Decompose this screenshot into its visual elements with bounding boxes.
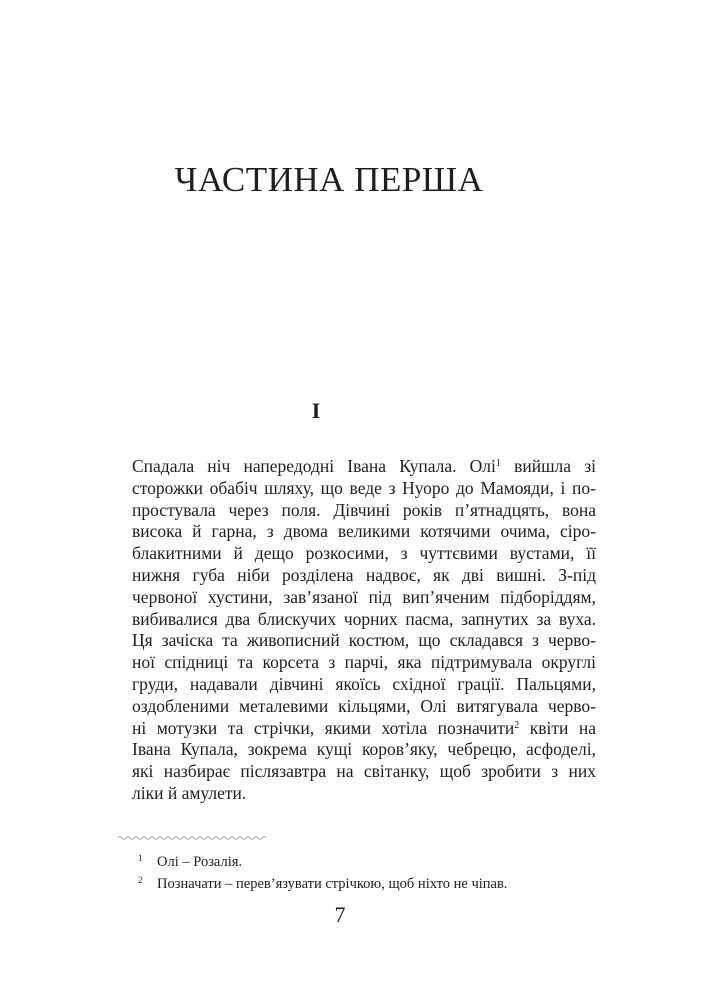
text-line [132,478,596,500]
footnote [138,849,242,871]
footnote-reference: 2 [514,719,520,731]
text-segment: вибивалися два блискучих чорних пасма, запнутих за вуха. [132,608,596,629]
footnote-number: 2 [138,875,143,885]
text-line [132,543,596,565]
text-segment: сторожки обабіч шляху, що веде з Нуоро до Мамояди, і по- [132,477,596,498]
text-segment: червоної хустини, зав’язаної під вип’яченим підборіддям, [132,586,596,607]
text-line [132,456,596,478]
text-line [132,696,596,718]
text-line [132,652,596,674]
text-segment: оздобленими металевими кільцями, Олі витягувала черво- [132,695,596,716]
footnote-number: 1 [138,853,143,863]
page-number: 7 [334,902,346,927]
text-segment: які назбирає післязавтра на світанку, щоб зробити з них [132,761,596,782]
footnote [138,871,507,893]
footnote-text: Олі – Розалія. [157,854,243,870]
text-segment: ліки й амулети. [132,782,247,803]
text-segment: ні мотузки та стрічки, якими хотіла позначити [132,717,515,738]
text-line [132,783,596,805]
text-segment: висока й гарна, з двома великими котячими очима, сіро- [132,521,596,542]
part-title: ЧАСТИНА ПЕРША [174,160,484,199]
text-segment: нижня губа ніби розділена надвоє, як дві вишні. З-під [132,564,596,585]
body-paragraph [132,456,596,805]
text-line [132,500,596,522]
text-segment: вийшла зі [500,456,596,476]
text-line [132,565,596,587]
footnote-separator [118,834,266,842]
text-segment: блакитними й дещо розкосими, з чуттєвими вустами, її [132,543,596,564]
text-segment: квіти на [519,717,596,738]
text-segment: Ця зачіска та живописний костюм, що складався з черво- [132,630,596,651]
footnote-text: Позначати – перев’язувати стрічкою, щоб ніхто не чіпав. [157,876,508,892]
text-line [132,630,596,652]
text-line [132,609,596,631]
text-segment: простувала через поля. Дівчині років п’ятнадцять, вона [132,499,596,520]
text-line [132,521,596,543]
text-segment: ної спідниці та корсета з парчі, яка підтримувала округлі [132,652,596,673]
text-line [132,674,596,696]
text-line [132,587,596,609]
text-line [132,739,596,761]
text-segment: груди, надавали дівчині якоїсь східної грації. Пальцями, [132,673,596,694]
text-segment: Спадала ніч напередодні Івана Купала. Олі [132,456,496,476]
text-line [132,761,596,783]
chapter-number-text: I [311,398,321,423]
footnote-reference: 1 [495,458,501,469]
text-line [132,718,596,740]
text-segment: Івана Купала, зокрема кущі коров’яку, чебрецю, асфоделі, [132,739,596,760]
chapter-number [0,398,728,424]
